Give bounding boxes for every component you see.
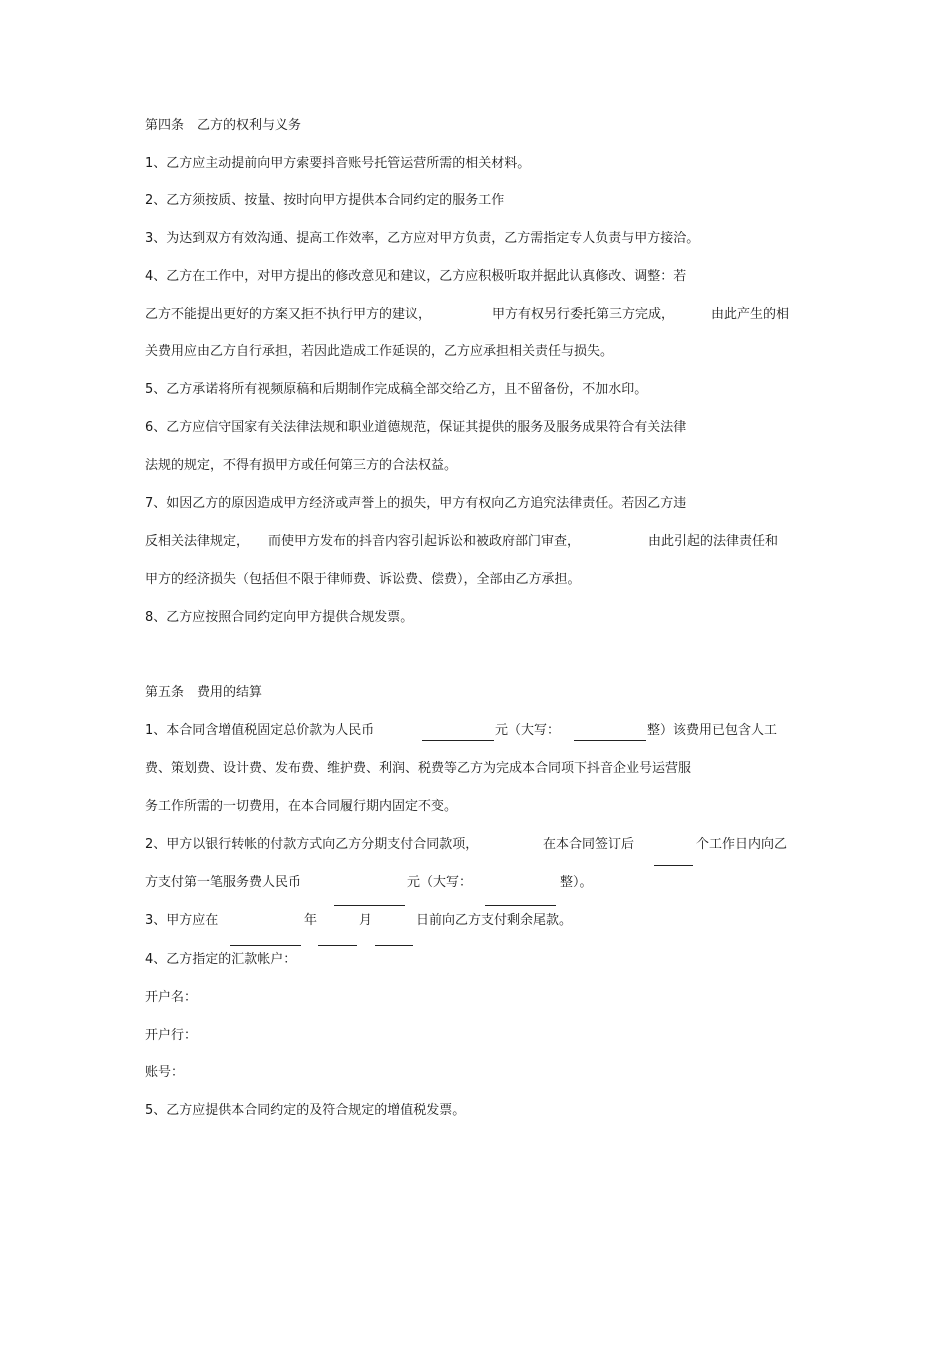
article-4-clause-2: 2、乙方须按质、按量、按时向甲方提供本合同约定的服务工作 <box>145 193 505 208</box>
article-5-clause-3-text-a: 3、甲方应在 <box>145 913 219 928</box>
article-5-clause-2-line-2-a: 方支付第一笔服务费人民币 <box>145 875 302 890</box>
article-5-clause-3-text-c: 日前向乙方支付剩余尾款。 <box>416 913 573 928</box>
first-payment-uppercase-blank[interactable] <box>485 905 556 906</box>
article-4-clause-4-line-1: 4、乙方在工作中，对甲方提出的修改意见和建议，乙方应积极听取并据此认真修改、调整：若 <box>145 269 687 284</box>
article-5-clause-5: 5、乙方应提供本合同约定的及符合规定的增值税发票。 <box>145 1103 466 1118</box>
article-4-clause-4-line-2b: 甲方有权另行委托第三方完成， <box>492 307 675 322</box>
first-payment-blank[interactable] <box>334 905 405 906</box>
article-4-clause-3: 3、为达到双方有效沟通、提高工作效率，乙方应对甲方负责，乙方需指定专人负责与甲方接洽。 <box>145 231 700 246</box>
article-5-clause-1-text-a: 1、本合同含增值税固定总价款为人民币 <box>145 723 375 738</box>
article-5-clause-3-year-label: 年 <box>304 913 318 928</box>
payment-day-blank[interactable] <box>375 945 413 946</box>
article-5-clause-2-line-2-c: 整）。 <box>560 875 593 890</box>
article-5-clause-2-line-2-b: 元（大写： <box>407 875 473 890</box>
article-4-clause-1: 1、乙方应主动提前向甲方索要抖音账号托管运营所需的相关材料。 <box>145 156 531 171</box>
account-name-label: 开户名： <box>145 990 198 1005</box>
payment-year-blank[interactable] <box>230 945 301 946</box>
article-4-clause-4-line-2a: 乙方不能提出更好的方案又拒不执行甲方的建议， <box>145 307 432 322</box>
article-5-clause-1-line-2: 费、策划费、设计费、发布费、维护费、利润、税费等乙方为完成本合同项下抖音企业号运营服 <box>145 761 692 776</box>
article-4-clause-6-line-2: 法规的规定，不得有损甲方或任何第三方的合法权益。 <box>145 458 458 473</box>
article-4-clause-7-line-2c: 由此引起的法律责任和 <box>648 534 779 549</box>
article-4-clause-6-line-1: 6、乙方应信守国家有关法律法规和职业道德规范，保证其提供的服务及服务成果符合有关法律 <box>145 420 687 435</box>
article-5-clause-1-text-c: 整）该费用已包含人工 <box>647 723 778 738</box>
article-4-clause-4-line-2c: 由此产生的相 <box>711 307 790 322</box>
article-5-clause-1-text-b: 元（大写： <box>495 723 561 738</box>
article-4-clause-5: 5、乙方承诺将所有视频原稿和后期制作完成稿全部交给乙方，且不留备份，不加水印。 <box>145 382 648 397</box>
article-5-clause-2-text-c: 个工作日内向乙 <box>696 837 788 852</box>
working-days-blank[interactable] <box>654 865 693 866</box>
article-4-clause-8: 8、乙方应按照合同约定向甲方提供合规发票。 <box>145 610 414 625</box>
article-5-clause-2-text-b: 在本合同签订后 <box>543 837 635 852</box>
total-price-uppercase-blank[interactable] <box>574 740 646 741</box>
total-price-blank[interactable] <box>422 740 494 741</box>
article-4-clause-4-line-3: 关费用应由乙方自行承担，若因此造成工作延误的，乙方应承担相关责任与损失。 <box>145 344 614 359</box>
article-4-clause-7-line-2a: 反相关法律规定， <box>145 534 250 549</box>
article-5-clause-4: 4、乙方指定的汇款帐户： <box>145 952 297 967</box>
bank-label: 开户行： <box>145 1028 198 1043</box>
article-4-heading: 第四条 乙方的权利与义务 <box>145 118 302 133</box>
article-5-clause-1-line-3: 务工作所需的一切费用，在本合同履行期内固定不变。 <box>145 799 458 814</box>
article-5-heading: 第五条 费用的结算 <box>145 685 263 700</box>
article-4-clause-7-line-2b: 而使甲方发布的抖音内容引起诉讼和被政府部门审查， <box>268 534 581 549</box>
article-4-clause-7-line-1: 7、如因乙方的原因造成甲方经济或声誉上的损失，甲方有权向乙方追究法律责任。若因乙方违 <box>145 496 687 511</box>
article-4-clause-7-line-3: 甲方的经济损失（包括但不限于律师费、诉讼费、偿费），全部由乙方承担。 <box>145 572 581 587</box>
payment-month-blank[interactable] <box>318 945 357 946</box>
article-5-clause-2-text-a: 2、甲方以银行转帐的付款方式向乙方分期支付合同款项， <box>145 837 479 852</box>
article-5-clause-3-month-label: 月 <box>359 913 373 928</box>
account-number-label: 账号： <box>145 1065 185 1080</box>
